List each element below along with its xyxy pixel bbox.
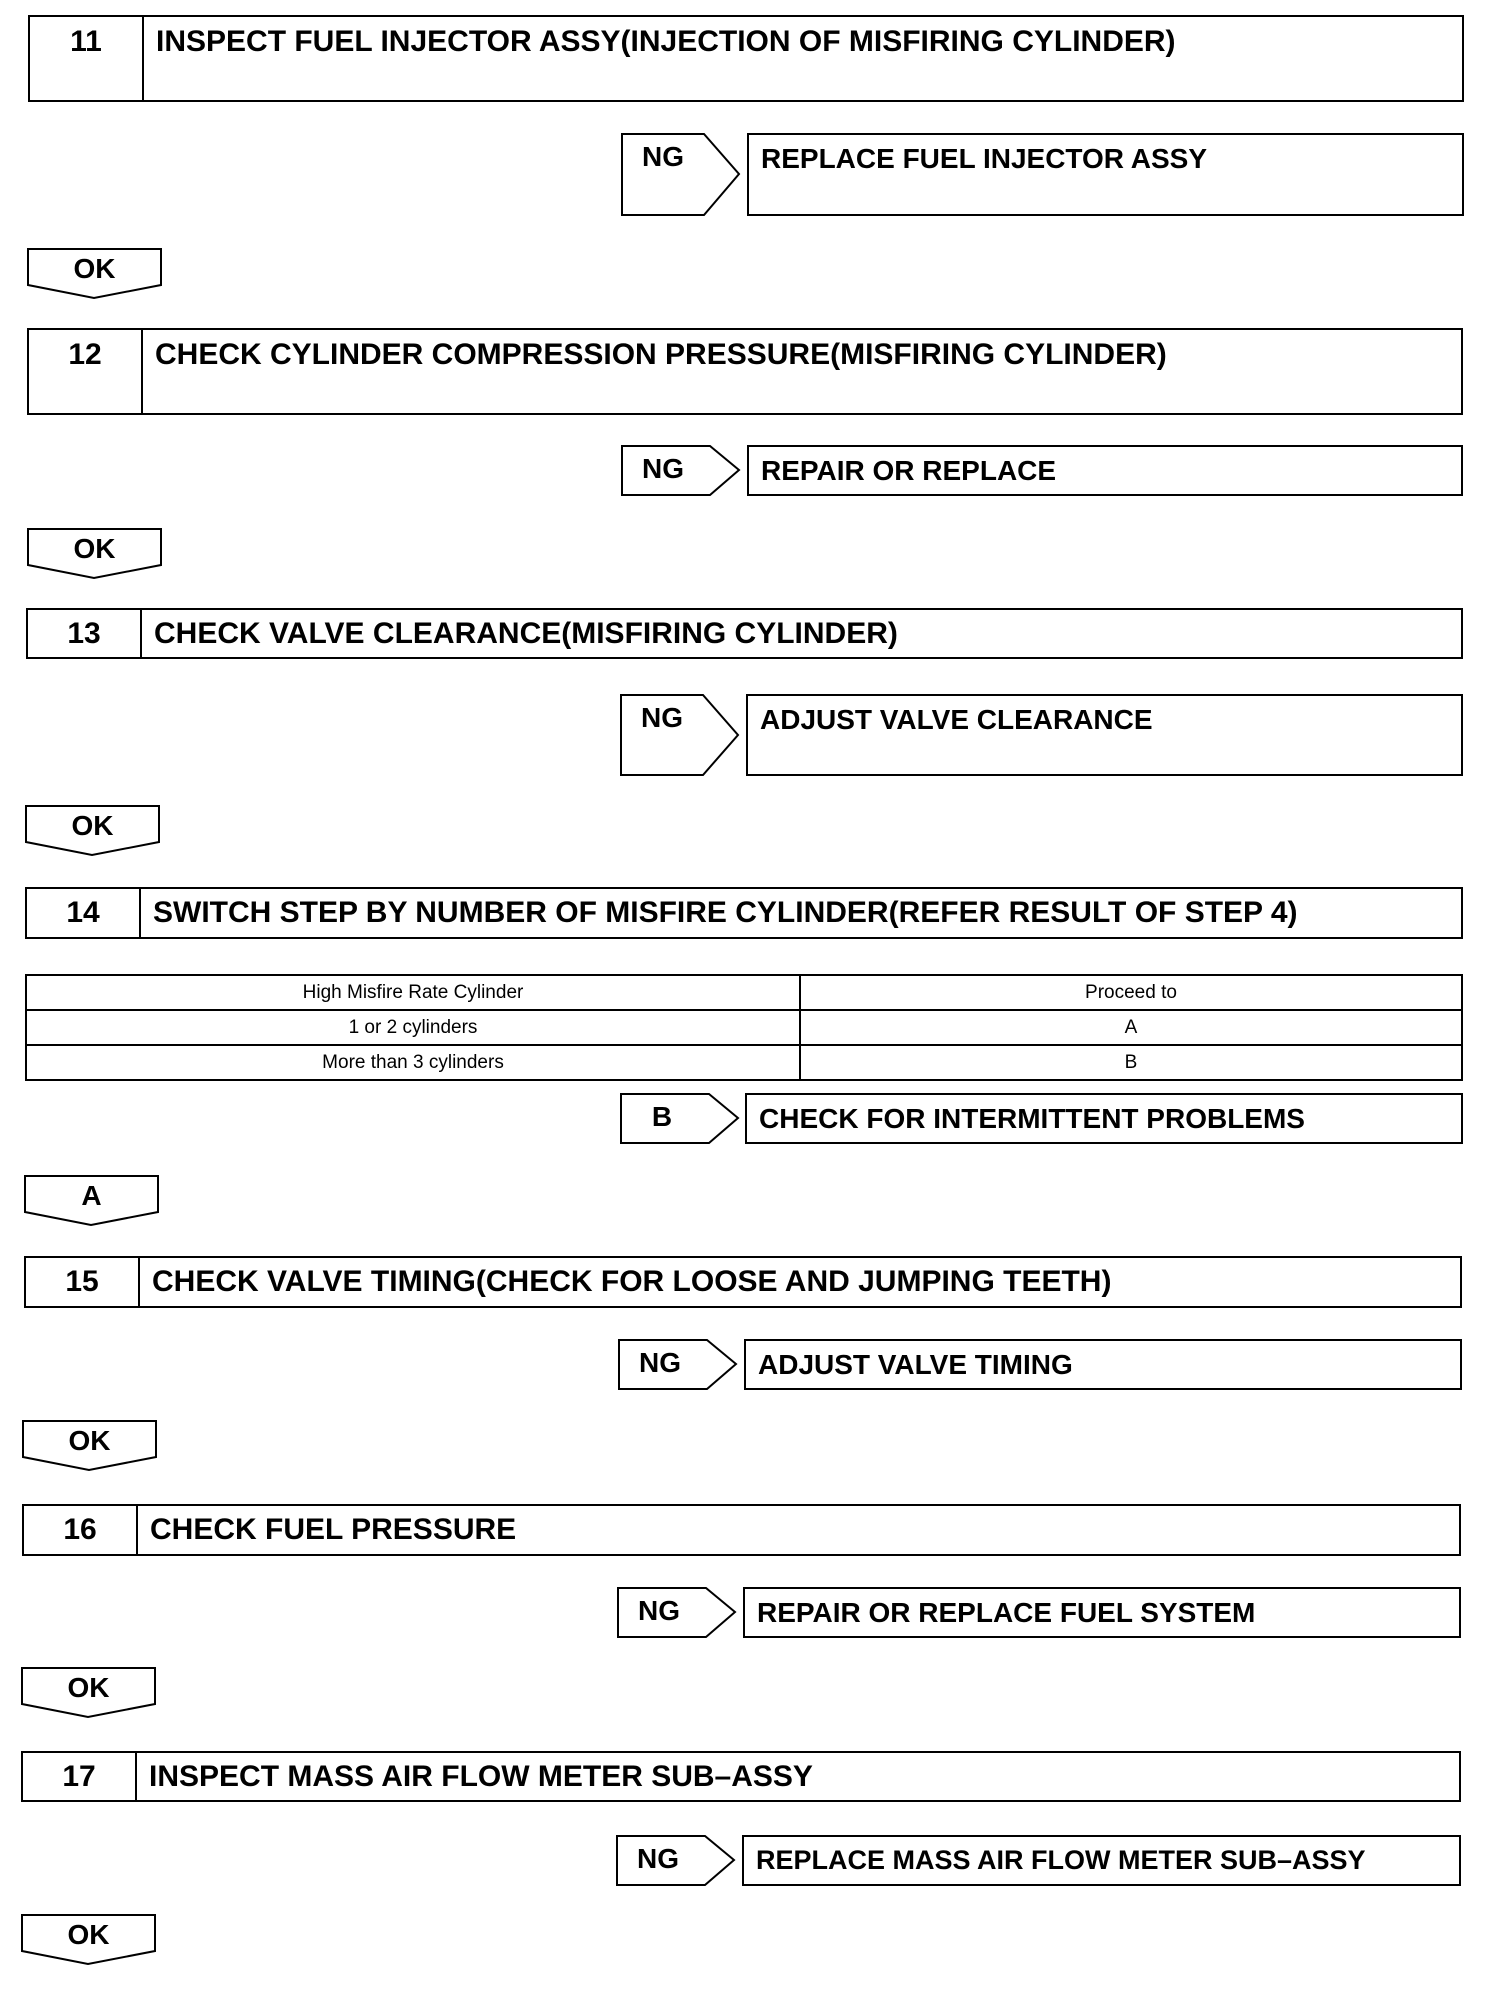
ng-branch-arrow [616, 1835, 736, 1886]
branch-label: NG [637, 1843, 679, 1874]
step-number: 14 [27, 889, 141, 937]
branch-result: REPLACE FUEL INJECTOR ASSY [747, 133, 1464, 216]
table-cell: A [800, 1010, 1462, 1045]
table-row [26, 1045, 1462, 1080]
ok-label: OK [71, 810, 114, 841]
step-title: CHECK FUEL PRESSURE [150, 1513, 517, 1546]
step-number: 15 [26, 1258, 140, 1306]
b-branch-arrow [620, 1093, 740, 1144]
step-12 [27, 328, 1463, 415]
step-title: CHECK CYLINDER COMPRESSION PRESSURE(MISFIRING CYLINDER) [155, 338, 1167, 371]
branch-result: ADJUST VALVE CLEARANCE [746, 694, 1463, 776]
step-title: CHECK VALVE CLEARANCE(MISFIRING CYLINDER) [154, 616, 898, 650]
branch-label: B [651, 1101, 673, 1132]
ng-branch-arrow [621, 133, 741, 216]
table-header-row [26, 975, 1462, 1010]
branch-result: ADJUST VALVE TIMING [744, 1339, 1462, 1390]
step-17 [21, 1751, 1461, 1802]
step-14 [25, 887, 1463, 939]
a-arrow [24, 1175, 159, 1227]
branch-label: NG [638, 1595, 680, 1626]
table-cell: More than 3 cylinders [26, 1045, 800, 1080]
step-number: 11 [30, 17, 144, 100]
step-number: 16 [24, 1506, 138, 1554]
ok-label: OK [73, 533, 116, 564]
table-header: High Misfire Rate Cylinder [26, 975, 800, 1010]
step-title: SWITCH STEP BY NUMBER OF MISFIRE CYLINDER(REFER RESULT OF STEP 4) [153, 896, 1298, 929]
ok-arrow [27, 248, 162, 300]
ok-arrow [22, 1420, 157, 1472]
ok-arrow [25, 805, 160, 857]
ok-arrow [21, 1667, 156, 1719]
ok-label: OK [67, 1919, 110, 1950]
ng-branch-arrow [621, 445, 741, 496]
ok-label: OK [67, 1672, 110, 1703]
a-label: A [81, 1180, 102, 1211]
step-number: 17 [23, 1753, 137, 1800]
ok-arrow [21, 1914, 156, 1966]
step-title: INSPECT FUEL INJECTOR ASSY(INJECTION OF MISFIRING CYLINDER) [156, 25, 1176, 58]
ng-branch-arrow [620, 694, 740, 776]
table-row [26, 1010, 1462, 1045]
step-13 [26, 608, 1463, 659]
branch-label: NG [642, 453, 684, 484]
ok-label: OK [73, 253, 116, 284]
misfire-condition-table [25, 974, 1463, 1081]
branch-result: CHECK FOR INTERMITTENT PROBLEMS [745, 1093, 1463, 1144]
branch-label: NG [641, 702, 683, 733]
ok-label: OK [68, 1425, 111, 1456]
step-title: CHECK VALVE TIMING(CHECK FOR LOOSE AND JUMPING TEETH) [152, 1265, 1112, 1298]
step-15 [24, 1256, 1462, 1308]
step-title: INSPECT MASS AIR FLOW METER SUB–ASSY [149, 1759, 813, 1793]
branch-result: REPLACE MASS AIR FLOW METER SUB–ASSY [742, 1835, 1461, 1886]
step-number: 13 [28, 610, 142, 657]
ok-arrow [27, 528, 162, 580]
branch-result: REPAIR OR REPLACE [747, 445, 1463, 496]
table-cell: 1 or 2 cylinders [26, 1010, 800, 1045]
step-11 [28, 15, 1464, 102]
table-cell: B [800, 1045, 1462, 1080]
branch-label: NG [639, 1347, 681, 1378]
step-16 [22, 1504, 1461, 1556]
ng-branch-arrow [617, 1587, 737, 1638]
step-number: 12 [29, 330, 143, 413]
ng-branch-arrow [618, 1339, 738, 1390]
branch-label: NG [642, 141, 684, 172]
branch-result: REPAIR OR REPLACE FUEL SYSTEM [743, 1587, 1461, 1638]
table-header: Proceed to [800, 975, 1462, 1010]
